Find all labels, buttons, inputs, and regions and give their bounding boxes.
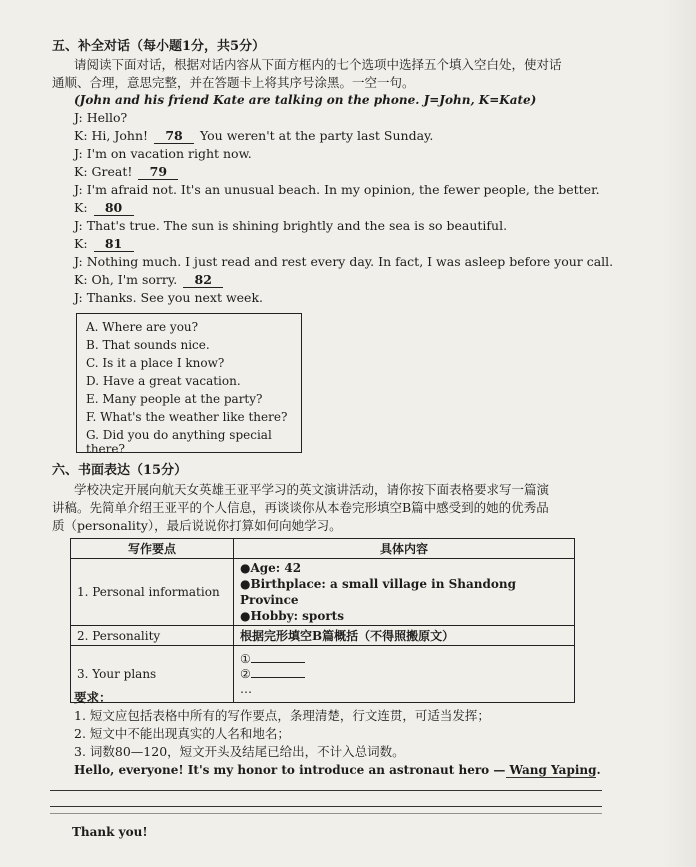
section6-instruction-line1: 学校决定开展向航天女英雄王亚平学习的英文演讲活动，请你按下面表格要求写一篇演 bbox=[74, 482, 550, 497]
dialogue-text: K: bbox=[74, 200, 92, 215]
dialogue-line bbox=[74, 110, 127, 125]
option-a: A. Where are you? bbox=[86, 320, 199, 334]
dialogue-line bbox=[74, 290, 263, 305]
dialogue-line bbox=[74, 254, 613, 269]
requirement-1: 1. 短文应包括表格中所有的写作要点，条理清楚，行文连贯，可适当发挥； bbox=[74, 708, 490, 723]
table-header-points: 写作要点 bbox=[71, 539, 234, 559]
requirement-2: 2. 短文中不能出现真实的人名和地名； bbox=[74, 726, 290, 741]
plan-ellipsis: … bbox=[240, 681, 252, 696]
row-personal-info-label: 1. Personal information bbox=[71, 559, 234, 626]
dialogue-text-after: You weren't at the party last Sunday. bbox=[196, 128, 434, 143]
requirement-3: 3. 词数80—120，短文开头及结尾已给出，不计入总词数。 bbox=[74, 744, 405, 759]
plan-1-marker: ① bbox=[240, 651, 251, 666]
dialogue-context: (John and his friend Kate are talking on the phone. J=John, K=Kate) bbox=[74, 93, 537, 107]
dialogue-text: J: I'm afraid not. It's an unusual beach. In my opinion, the fewer people, the better. bbox=[74, 182, 600, 197]
answer-blank[interactable]: 80 bbox=[94, 200, 134, 216]
option-g: G. Did you do anything special there? bbox=[86, 428, 272, 456]
answer-blank[interactable]: 81 bbox=[94, 236, 134, 252]
dialogue-line bbox=[74, 218, 507, 233]
row-plans-content bbox=[234, 646, 575, 703]
dialogue-text: J: Nothing much. I just read and rest every day. In fact, I was asleep before your call. bbox=[74, 254, 614, 269]
writing-points-table bbox=[70, 538, 575, 703]
answer-line-2[interactable] bbox=[50, 806, 602, 807]
dialogue-line bbox=[74, 146, 252, 161]
section5-instruction-line2: 通顺、合理，意思完整，并在答题卡上将其序号涂黑。一空一句。 bbox=[52, 75, 415, 90]
section6-instruction-line3: 质（personality），最后说说你打算如何向她学习。 bbox=[52, 518, 342, 533]
dialogue-text: J: Hello? bbox=[74, 110, 128, 125]
answer-blank[interactable]: 82 bbox=[183, 272, 223, 288]
hobby-item: ●Hobby: sports bbox=[240, 609, 344, 623]
section5-instruction-line1: 请阅读下面对话，根据对话内容从下面方框内的七个选项中选择五个填入空白处，使对话 bbox=[74, 57, 562, 72]
options-box bbox=[76, 313, 302, 456]
birthplace-item: ●Birthplace: a small village in Shandong Province bbox=[240, 577, 516, 607]
option-b: B. That sounds nice. bbox=[86, 338, 210, 352]
row-personality-content: 根据完形填空B篇概括（不得照搬原文） bbox=[234, 626, 575, 646]
dialogue-line bbox=[74, 164, 180, 180]
dialogue-text: K: Great! bbox=[74, 164, 137, 179]
dialogue-line bbox=[74, 182, 600, 197]
plan-1-blank[interactable] bbox=[251, 662, 305, 663]
page-edge-shadow bbox=[662, 0, 696, 867]
plan-2-blank[interactable] bbox=[251, 677, 305, 678]
section5-title: 五、补全对话（每小题1分，共5分） bbox=[52, 39, 266, 54]
dialogue-line bbox=[74, 236, 136, 252]
dialogue-line bbox=[74, 272, 225, 288]
answer-line-1[interactable] bbox=[50, 790, 602, 791]
row-plans-label: 3. Your plans bbox=[71, 646, 234, 703]
dialogue-text: J: That's true. The sun is shining brightly and the sea is so beautiful. bbox=[74, 218, 508, 233]
plan-2-marker: ② bbox=[240, 666, 251, 681]
dialogue-line bbox=[74, 200, 136, 216]
dialogue-text: K: Oh, I'm sorry. bbox=[74, 272, 182, 287]
dialogue-text: J: Thanks. See you next week. bbox=[74, 290, 263, 305]
answer-blank[interactable]: 78 bbox=[154, 128, 194, 144]
age-item: ●Age: 42 bbox=[240, 561, 302, 575]
answer-line-0[interactable] bbox=[506, 777, 596, 778]
essay-opening: Hello, everyone! It's my honor to introduce an astronaut hero — Wang Yaping. bbox=[74, 763, 601, 777]
essay-closing: Thank you! bbox=[72, 825, 148, 839]
section6-title: 六、书面表达（15分） bbox=[52, 463, 188, 478]
answer-line-3[interactable] bbox=[50, 813, 602, 814]
dialogue-text: K: Hi, John! bbox=[74, 128, 153, 143]
option-f: F. What's the weather like there? bbox=[86, 410, 288, 424]
option-c: C. Is it a place I know? bbox=[86, 356, 225, 370]
requirements-title: 要求： bbox=[74, 690, 112, 705]
row-personality-label: 2. Personality bbox=[71, 626, 234, 646]
row-personal-info-content bbox=[234, 559, 575, 626]
dialogue-text: J: I'm on vacation right now. bbox=[74, 146, 252, 161]
option-d: D. Have a great vacation. bbox=[86, 374, 241, 388]
table-header-content: 具体内容 bbox=[234, 539, 575, 559]
dialogue-line bbox=[74, 128, 433, 144]
dialogue-text: K: bbox=[74, 236, 92, 251]
section6-instruction-line2: 讲稿。先简单介绍王亚平的个人信息，再谈谈你从本卷完形填空B篇中感受到的她的优秀品 bbox=[52, 500, 549, 515]
option-e: E. Many people at the party? bbox=[86, 392, 263, 406]
answer-blank[interactable]: 79 bbox=[138, 164, 178, 180]
